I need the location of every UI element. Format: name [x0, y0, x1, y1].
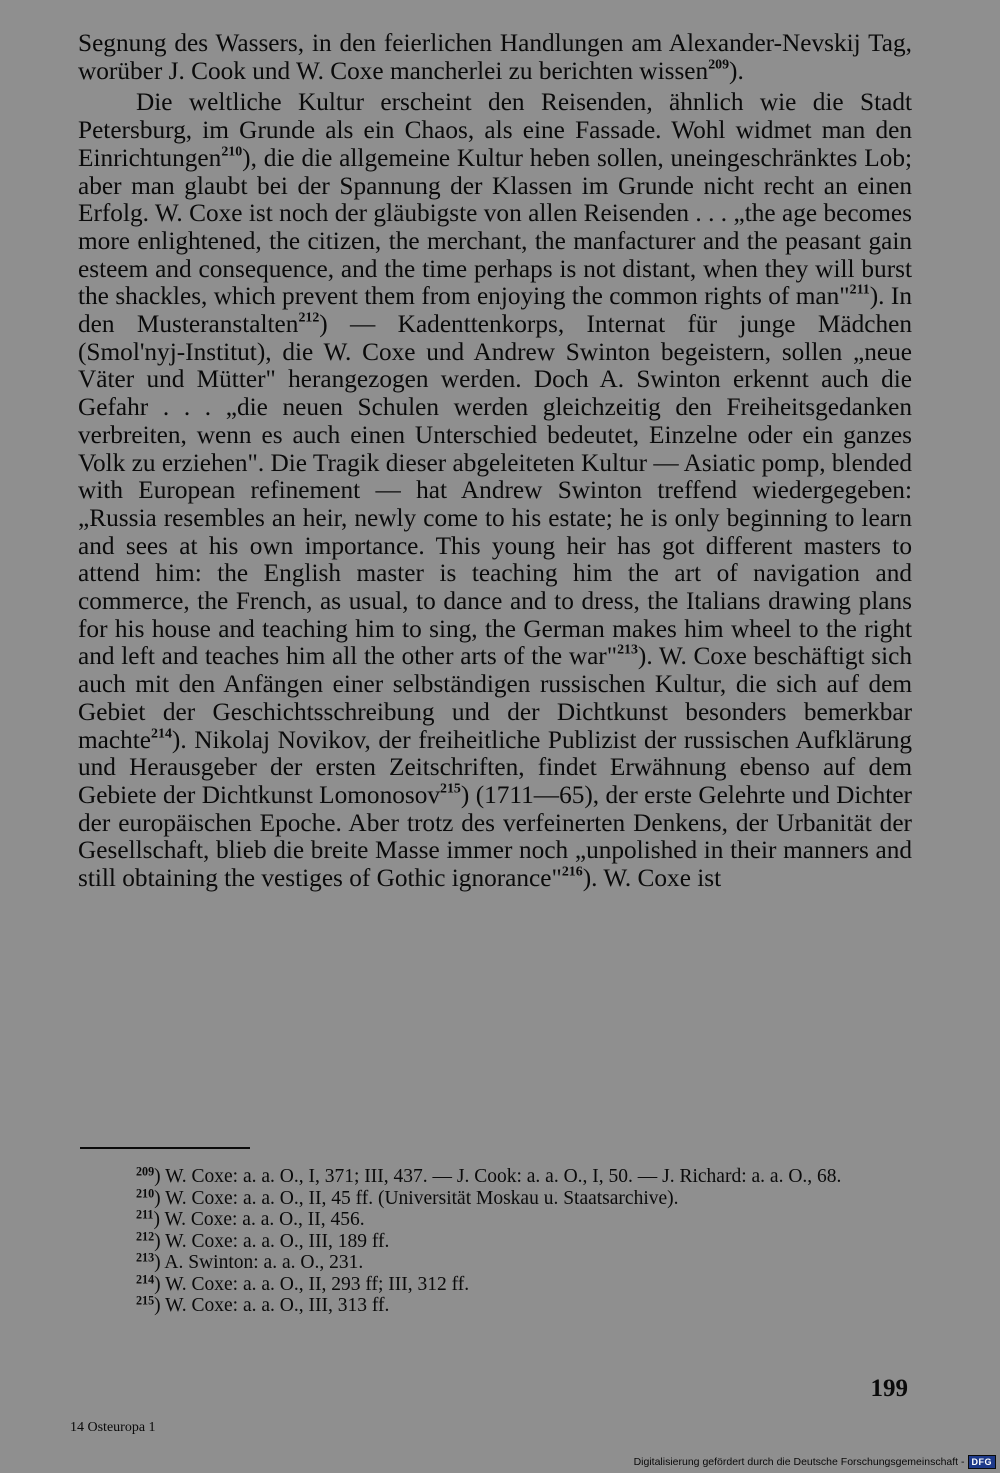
footnote-reference[interactable]: 210 [221, 144, 243, 160]
footnote-reference[interactable]: 213 [617, 643, 638, 659]
footnote-number: 211 [136, 1207, 154, 1222]
footnote-number: 215 [136, 1293, 155, 1308]
text-run: Die weltliche Kultur erscheint den Reisenden, ähnlich wie die Stadt Petersburg, im Grunde als ein Chaos, als eine Fassade. Wohl widmet man den Einrichtungen [78, 88, 912, 172]
footnote-text: ) W. Coxe: a. a. O., II, 45 ff. (Universität Moskau u. Staatsarchive). [154, 1187, 679, 1209]
footnote-number: 209 [136, 1164, 155, 1179]
footnote-entry [78, 1185, 912, 1210]
footnote-text: ) W. Coxe: a. a. O., II, 293 ff; III, 312 ff. [154, 1273, 470, 1295]
footnotes [78, 1166, 912, 1317]
footnote-entry [78, 1166, 912, 1188]
text-run: ). In den Musteranstalten [78, 282, 912, 339]
footnote-reference[interactable]: 214 [151, 726, 172, 742]
footnote-reference[interactable]: 212 [298, 310, 320, 326]
text-run: ). [729, 56, 744, 85]
footnote-number: 214 [136, 1271, 155, 1286]
footnote-reference[interactable]: 211 [849, 282, 870, 298]
footnote-text: ) A. Swinton: a. a. O., 231. [154, 1252, 364, 1273]
footnote-number: 210 [136, 1185, 155, 1200]
footnote-text: ) W. Coxe: a. a. O., III, 313 ff. [154, 1295, 390, 1316]
footnote-number: 213 [136, 1250, 155, 1265]
digitization-credit-text: Digitalisierung gefördert durch die Deutsche Forschungsgemeinschaft - [633, 1456, 965, 1468]
paragraph-2 [78, 89, 912, 892]
text-run: ) (1711—65), der erste Gelehrte und Dichter der europäischen Epoche. Aber trotz des verfeinerten Denkens, der Urbanität der Gesellschaft, blieb die breite Masse immer noch „unpolished in their manners and still obtaining the vestiges of Gothic ignorance" [78, 780, 912, 893]
footnote-entry [78, 1228, 912, 1253]
footnote-reference[interactable]: 215 [440, 781, 461, 797]
footnote-text: ) W. Coxe: a. a. O., III, 189 ff. [154, 1230, 390, 1252]
body-text [78, 30, 912, 893]
digitization-credit [634, 1455, 996, 1469]
footnote-number: 212 [136, 1228, 155, 1243]
footnote-entry [78, 1252, 912, 1274]
footnote-entry [78, 1209, 912, 1231]
footnote-reference[interactable]: 209 [708, 57, 730, 73]
text-run: ). W. Coxe beschäftigt sich auch mit den Anfängen einer selbständigen russischen Kultur, die sich auf dem Gebiet der Geschichtsschreibung und der Dichtkunst besonders bemerkbar machte [78, 642, 912, 754]
text-run: Segnung des Wassers, in den feierlichen Handlungen am Alexander-Nevskij Tag, worüber J. Cook und W. Coxe mancherlei zu berichten wissen [78, 29, 912, 85]
paragraph-1 [78, 30, 912, 85]
printer-signature: 14 Osteuropa 1 [70, 1420, 156, 1435]
dfg-logo: DFG [968, 1455, 997, 1469]
page-number: 199 [870, 1375, 908, 1402]
footnote-entry [78, 1295, 912, 1317]
footnote-rule [80, 1147, 250, 1149]
footnote-text: ) W. Coxe: a. a. O., I, 371; III, 437. — J. Cook: a. a. O., I, 50. — J. Richard: a. a. O., 68. [154, 1166, 842, 1187]
text-run: ). W. Coxe ist [582, 864, 722, 893]
footnote-entry [78, 1271, 912, 1296]
text-run: ). Nikolaj Novikov, der freiheitliche Publizist der russischen Aufklärung und Herausgeber der ersten Zeitschriften, findet Erwähnung ebenso auf dem Gebiete der Dichtkunst Lomonosov [78, 725, 912, 809]
text-run: ) — Kadenttenkorps, Internat für junge Mädchen (Smol'nyj-Institut), die W. Coxe und Andrew Swinton begeistern, sollen „neue Väter und Mütter" herangezogen werden. Doch A. Swinton erkennt auch die Gefahr . . . „die neuen Schulen werden gleichzeitig den Freiheitsgedanken verbreiten, wenn es auch einen Unterschied bedeutet, Einzelne oder ein ganzes Volk zu erziehen". Die Tragik dieser abgeleiteten Kultur — Asiatic pomp, blended with European refinement — hat Andrew Swinton treffend wiedergegeben: „Russia resembles an heir, newly come to his estate; he is only beginning to learn and sees at his own importance. This young heir has got different masters to attend him: the English master is teaching him the art of navigation and commerce, the French, as usual, to dance and to dress, the Italians drawing plans for his house and teaching him to sing, the German makes him wheel to the right and left and teaches him all the other arts of the war" [78, 310, 912, 671]
footnote-text: ) W. Coxe: a. a. O., II, 456. [153, 1209, 365, 1230]
footnote-reference[interactable]: 216 [561, 864, 583, 880]
text-run: ), die die allgemeine Kultur heben sollen, uneingeschränktes Lob; aber man glaubt bei der Spannung der Klassen im Grunde nicht recht an einen Erfolg. W. Coxe ist noch der gläubigste von allen Reisenden . . . „the age becomes more enlightened, the citizen, the merchant, the manfacturer and the peasant gain esteem and consequence, and the time perhaps is not distant, when they will burst the shackles, which prevent them from enjoying the common rights of man" [78, 143, 912, 311]
